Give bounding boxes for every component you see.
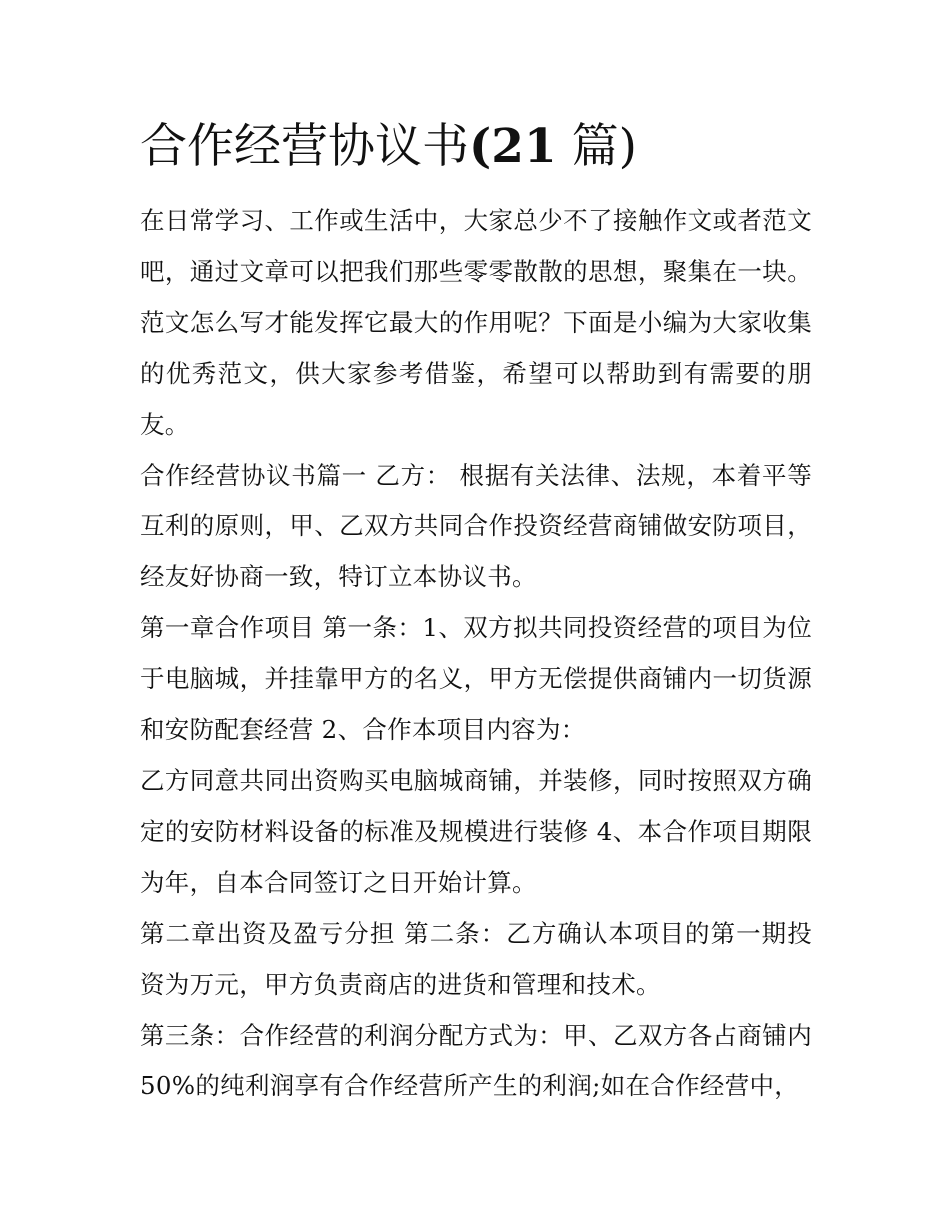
paragraph-article-three: 第三条：合作经营的利润分配方式为：甲、乙双方各占商铺内50%的纯利润享有合作经营所产生的利润;如在合作经营中，	[140, 1020, 812, 1101]
title-paren-open: (	[469, 119, 492, 174]
title-suffix: 篇)	[556, 119, 637, 174]
title-count: 21	[491, 119, 557, 174]
paragraph-chapter-one: 第一章合作项目 第一条：1、双方拟共同投资经营的项目为位于电脑城，并挂靠甲方的名义，甲方无偿提供商铺内一切货源和安防配套经营 2、合作本项目内容为：	[140, 613, 812, 745]
paragraph-chapter-two: 第二章出资及盈亏分担 第二条：乙方确认本项目的第一期投资为万元，甲方负责商店的进货和管理和技术。	[140, 918, 812, 999]
paragraph-intro: 在日常学习、工作或生活中，大家总少不了接触作文或者范文吧，通过文章可以把我们那些零零散散的思想，聚集在一块。范文怎么写才能发挥它最大的作用呢？下面是小编为大家收集的优秀范文，供大家参考借鉴，希望可以帮助到有需要的朋友。	[140, 206, 812, 439]
document-body	[140, 196, 812, 1112]
document-title	[140, 116, 637, 178]
title-main: 合作经营协议书	[140, 119, 469, 174]
paragraph-preamble: 合作经营协议书篇一 乙方： 根据有关法律、法规，本着平等互利的原则，甲、乙双方共同合作投资经营商铺做安防项目，经友好协商一致，特订立本协议书。	[140, 460, 812, 592]
paragraph-renovation: 乙方同意共同出资购买电脑城商铺，并装修，同时按照双方确定的安防材料设备的标准及规模进行装修 4、本合作项目期限为年，自本合同签订之日开始计算。	[140, 765, 812, 897]
